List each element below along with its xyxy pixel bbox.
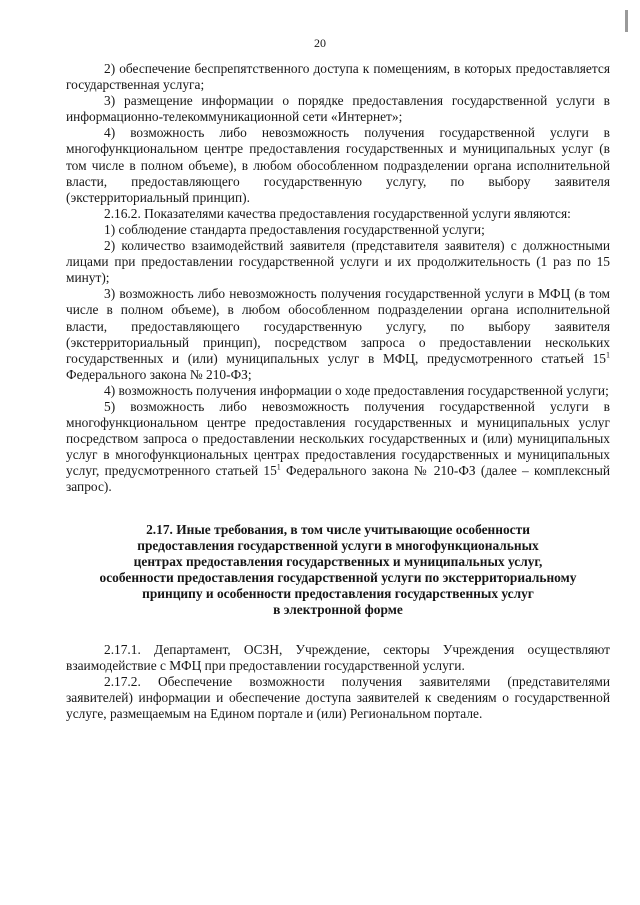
section-2-17-heading	[66, 522, 610, 619]
paragraph-indicator-3	[66, 286, 610, 383]
heading-line: принципу и особенности предоставления государственных услуг	[142, 585, 534, 601]
section-2-16-body	[66, 61, 610, 496]
paragraph-2-17-1: 2.17.1. Департамент, ОСЗН, Учреждение, секторы Учреждения осуществляют взаимодействие с МФЦ при предоставлении государственной услуги.	[66, 642, 610, 674]
indicator-5-text: 5) возможность либо невозможность получения государственной услуги в многофункциональном центре предоставления государственных и муниципальных услуг посредством запроса о предоставлении нескольких государственных и (или) муниципальных услуг в многофункциональных центрах предоставления государственных и муниципальных услуг, предусмотренного статьей 15	[66, 398, 610, 479]
heading-line: центрах предоставления государственных и муниципальных услуг,	[133, 553, 543, 569]
paragraph-indicator-1: 1) соблюдение стандарта предоставления государственной услуги;	[104, 221, 485, 237]
paragraph-item-4-mfc: 4) возможность либо невозможность получения государственной услуги в многофункциональном центре предоставления государственных и муниципальных услуг (в том числе в полном объеме), в любом обособленном подразделении органа исполнительной власти, предоставляющего государственную услугу, по выбору заявителя (экстерриториальный принцип).	[66, 125, 610, 205]
paragraph-item-3-internet: 3) размещение информации о порядке предоставления государственной услуги в информационно-телекоммуникационной сети «Интернет»;	[66, 93, 610, 125]
paragraph-2-17-2: 2.17.2. Обеспечение возможности получения заявителями (представителями заявителей) информации и обеспечение доступа заявителей к сведениям о государственной услуге, размещаемым на Едином портале и (или) Региональном портале.	[66, 674, 610, 722]
paragraph-indicator-4: 4) возможность получения информации о ходе предоставления государственной услуги;	[104, 382, 609, 398]
heading-line: особенности предоставления государственной услуги по экстерриториальному	[99, 569, 577, 585]
heading-line: 2.17. Иные требования, в том числе учитывающие особенности	[146, 521, 530, 537]
indicator-5-law: Федерального закона № 210-ФЗ (далее – комплексный запрос).	[66, 463, 610, 495]
heading-line: в электронной форме	[273, 602, 403, 617]
section-2-17-body	[66, 642, 610, 722]
heading-line: предоставления государственной услуги в многофункциональных	[137, 537, 539, 553]
paragraph-indicator-5	[66, 399, 610, 496]
superscript: 1	[276, 462, 281, 472]
indicator-3-law: Федерального закона № 210-ФЗ;	[66, 366, 252, 382]
page-number: 20	[314, 36, 326, 50]
paragraph-indicator-2: 2) количество взаимодействий заявителя (представителя заявителя) с должностными лицами при предоставлении государственной услуги и их продолжительность (1 раз по 15 минут);	[66, 238, 610, 286]
superscript: 1	[606, 350, 610, 360]
paragraph-2-16-2: 2.16.2. Показателями качества предоставления государственной услуги являются:	[104, 205, 571, 221]
paragraph-item-2-access: 2) обеспечение беспрепятственного доступа к помещениям, в которых предоставляется государственная услуга;	[66, 61, 610, 93]
indicator-3-text: 3) возможность либо невозможность получения государственной услуги в МФЦ (в том числе в полном объеме), в любом обособленном подразделении органа исполнительной власти, предоставляющего государственную услугу, по выбору заявителя (экстерриториальный принцип), посредством запроса о предоставлении нескольких государственных и (или) муниципальных услуг в МФЦ, предусмотренного статьей 15	[66, 286, 610, 366]
scan-mark	[625, 10, 628, 32]
